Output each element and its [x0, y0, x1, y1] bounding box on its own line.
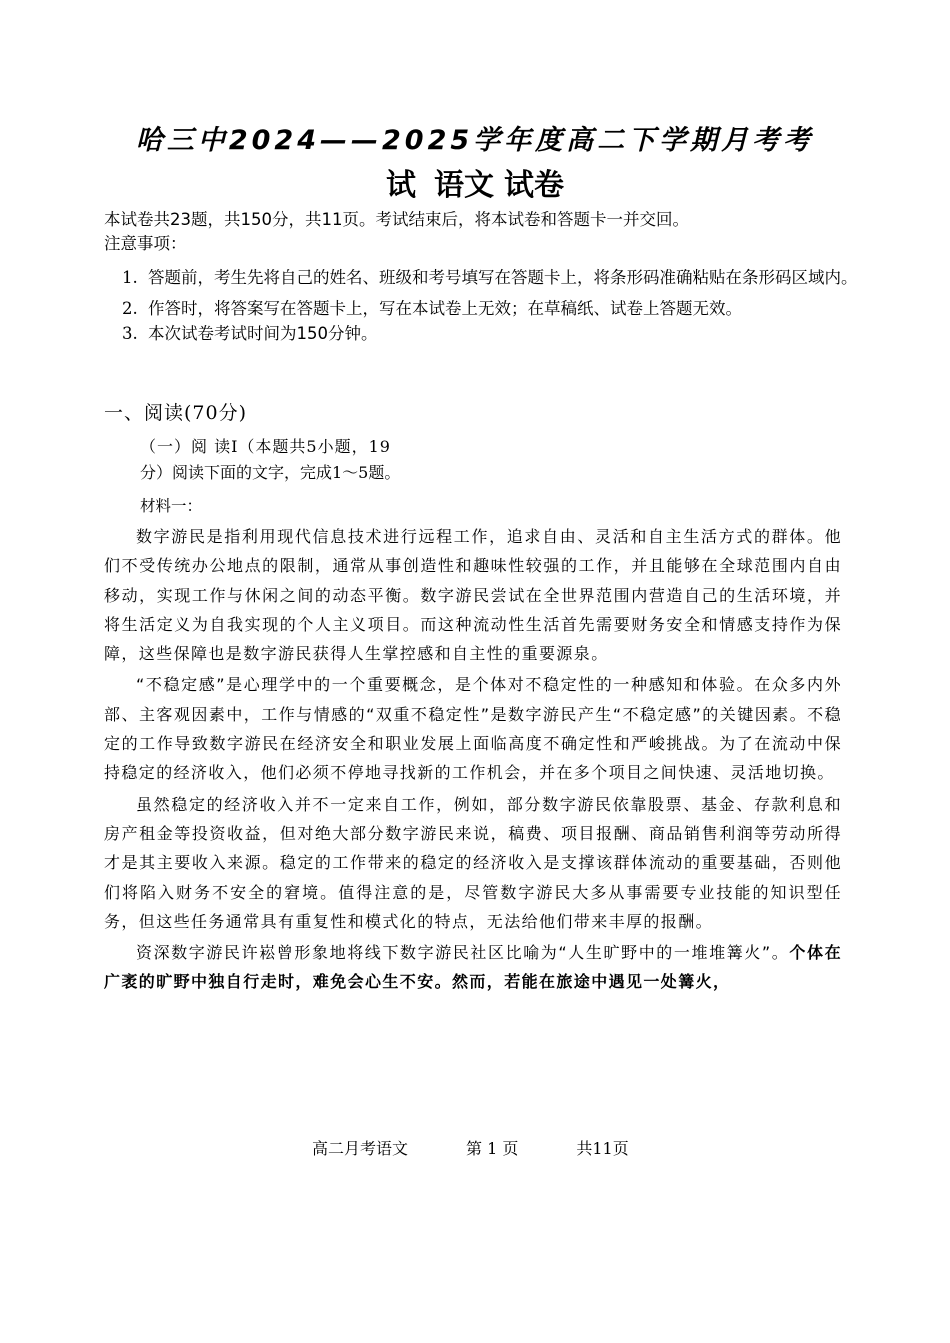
- footer-subject: 高二月考语文: [312, 1139, 409, 1158]
- notice-text: 作答时，将答案写在答题卡上，写在本试卷上无效；在草稿纸、试卷上答题无效。: [148, 299, 742, 318]
- notice-item: [104, 322, 894, 345]
- passage-text: 资深数字游民许崧曾形象地将线下数字游民社区比喻为“人生旷野中的一堆堆篝火”。: [136, 943, 790, 963]
- material-label: 材料一：: [140, 497, 203, 515]
- notice-text: 答题前，考生先将自己的姓名、班级和考号填写在答题卡上，将条形码准确粘贴在条形码区域内。: [148, 268, 858, 287]
- passage-paragraph: “不稳定感”是心理学中的一个重要概念，是个体对不稳定性的一种感知和体验。在众多内外部、主客观因素中，工作与情感的“双重不稳定性”是数字游民产生“不稳定感”的关键因素。不稳定的工作导致数字游民在经济安全和职业发展上面临高度不确定性和严峻挑战。为了在流动中保持稳定的经济收入，他们必须不停地寻找新的工作机会，并在多个项目之间快速、灵活地切换。: [104, 675, 842, 783]
- section-heading: 一、阅读(70分): [104, 402, 248, 424]
- passage-bold-text: 个体在广袤的旷野中独自行走时，难免会心生不安。然而，若能在旅途中遇见一处篝火，: [104, 943, 843, 992]
- title-part-3: 试卷: [504, 168, 564, 203]
- subsection-heading: （一）阅 读Ⅰ（本题共5小题，19: [140, 437, 391, 456]
- passage-paragraph: 虽然稳定的经济收入并不一定来自工作，例如，部分数字游民依靠股票、基金、存款利息和房产租金等投资收益，但对绝大部分数字游民来说，稿费、项目报酬、商品销售利润等劳动所得才是其主要收入来源。稳定的工作带来的稳定的经济收入是支撑该群体流动的重要基础，否则他们将陷入财务不安全的窘境。值得注意的是，尽管数字游民大多从事需要专业技能的知识型任务，但这些任务通常具有重复性和模式化的特点，无法给他们带来丰厚的报酬。: [104, 794, 842, 931]
- passage-paragraph: 数字游民是指利用现代信息技术进行远程工作，追求自由、灵活和自主生活方式的群体。他们不受传统办公地点的限制，通常从事创造性和趣味性较强的工作，并且能够在全球范围内自由移动，实现工作与休闲之间的动态平衡。数字游民尝试在全世界范围内营造自己的生活环境，并将生活定义为自我实现的个人主义项目。而这种流动性生活首先需要财务安全和情感支持作为保障，这些保障也是数字游民获得人生掌控感和自主性的重要源泉。: [104, 527, 842, 664]
- notice-number: 3.: [122, 324, 138, 343]
- footer-page-number: 第 1 页: [466, 1139, 519, 1158]
- subsection-instructions: 分）阅读下面的文字，完成1～5题。: [140, 463, 401, 482]
- exam-intro: 本试卷共23题，共150分，共11页。考试结束后，将本试卷和答题卡一并交回。: [104, 210, 689, 229]
- notice-text: 本次试卷考试时间为150分钟。: [148, 324, 378, 343]
- notice-item: [104, 297, 894, 320]
- notice-number: 1.: [122, 268, 138, 287]
- title-part-1: 试: [386, 168, 416, 203]
- passage-paragraph: [104, 938, 842, 997]
- notice-number: 2.: [122, 299, 138, 318]
- reading-passage: [104, 522, 842, 997]
- notice-item: [104, 266, 894, 289]
- page-footer: [312, 1136, 629, 1159]
- notice-heading: 注意事项：: [104, 234, 187, 253]
- title-subject: 语文: [434, 168, 494, 203]
- footer-total-pages: 共11页: [576, 1139, 629, 1158]
- exam-title-line1: 哈三中2024——2025学年度高二下学期月考考: [135, 125, 815, 156]
- exam-title-line2: [0, 160, 950, 204]
- notice-list: [104, 266, 894, 353]
- exam-info: [104, 208, 894, 256]
